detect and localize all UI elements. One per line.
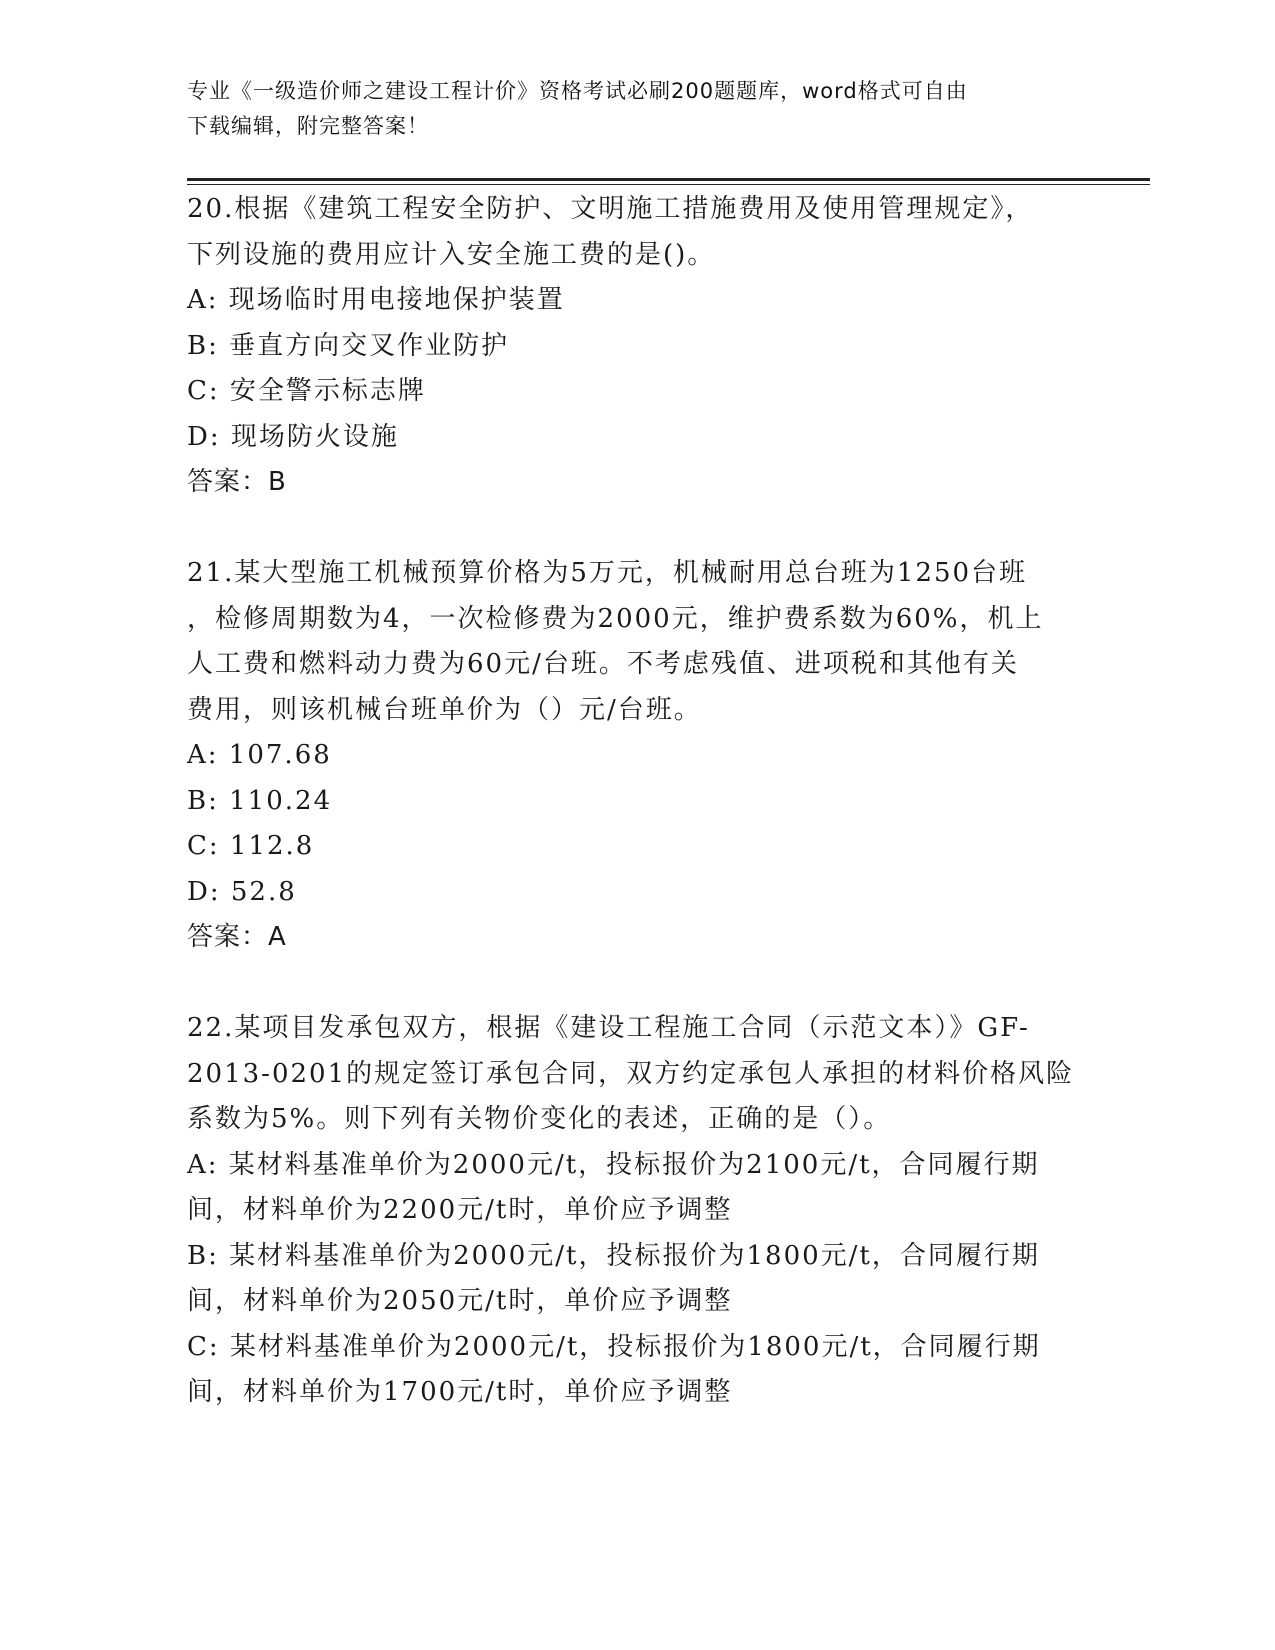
question-stem: 22.某项目发承包双方，根据《建设工程施工合同（示范文本）》GF- [187, 1013, 1030, 1043]
header-divider [187, 184, 1150, 185]
question-stem: 21.某大型施工机械预算价格为5万元，机械耐用总台班为1250台班 [187, 558, 1028, 588]
question-stem: 2013-0201的规定签订承包合同，双方约定承包人承担的材料价格风险 [187, 1058, 1075, 1089]
question [187, 1006, 1087, 1416]
header-line: 下载编辑，附完整答案！ [187, 114, 429, 138]
option-c-continued: 间，材料单价为1700元/t时，单价应予调整 [187, 1377, 733, 1407]
page-header [187, 74, 1067, 144]
question-list [187, 187, 1087, 1416]
option-a: A: 现场临时用电接地保护装置 [187, 285, 565, 315]
option-a: A: 某材料基准单价为2000元/t，投标报价为2100元/t，合同履行期 [187, 1149, 1040, 1180]
question-stem: 费用，则该机械台班单价为（）元/台班。 [187, 694, 702, 725]
option-c: C: 安全警示标志牌 [187, 376, 426, 406]
option-b: B: 110.24 [187, 785, 333, 816]
option-b: B: 某材料基准单价为2000元/t，投标报价为1800元/t，合同履行期 [187, 1240, 1040, 1271]
question [187, 187, 1087, 506]
option-c: C: 112.8 [187, 831, 315, 861]
option-b: B: 垂直方向交叉作业防护 [187, 330, 510, 361]
option-a-continued: 间，材料单价为2200元/t时，单价应予调整 [187, 1195, 733, 1225]
answer: 答案：A [187, 922, 287, 952]
option-d: D: 现场防火设施 [187, 421, 399, 452]
header-line: 专业《一级造价师之建设工程计价》资格考试必刷200题题库，word格式可自由 [187, 79, 968, 103]
header-divider [187, 178, 1150, 181]
question-stem: 下列设施的费用应计入安全施工费的是()。 [187, 239, 716, 270]
question-stem: 系数为5%。则下列有关物价变化的表述，正确的是（）。 [187, 1104, 892, 1134]
answer: 答案：B [187, 467, 287, 497]
question-stem: 20.根据《建筑工程安全防护、文明施工措施费用及使用管理规定》， [187, 194, 1034, 224]
option-b-continued: 间，材料单价为2050元/t时，单价应予调整 [187, 1286, 733, 1316]
option-d: D: 52.8 [187, 876, 297, 907]
question-stem: ，检修周期数为4，一次检修费为2000元，维护费系数为60%，机上 [187, 603, 1044, 634]
question-stem: 人工费和燃料动力费为60元/台班。不考虑残值、进项税和其他有关 [187, 649, 1019, 679]
question [187, 551, 1087, 961]
option-c: C: 某材料基准单价为2000元/t，投标报价为1800元/t，合同履行期 [187, 1331, 1041, 1362]
option-a: A: 107.68 [187, 740, 332, 770]
